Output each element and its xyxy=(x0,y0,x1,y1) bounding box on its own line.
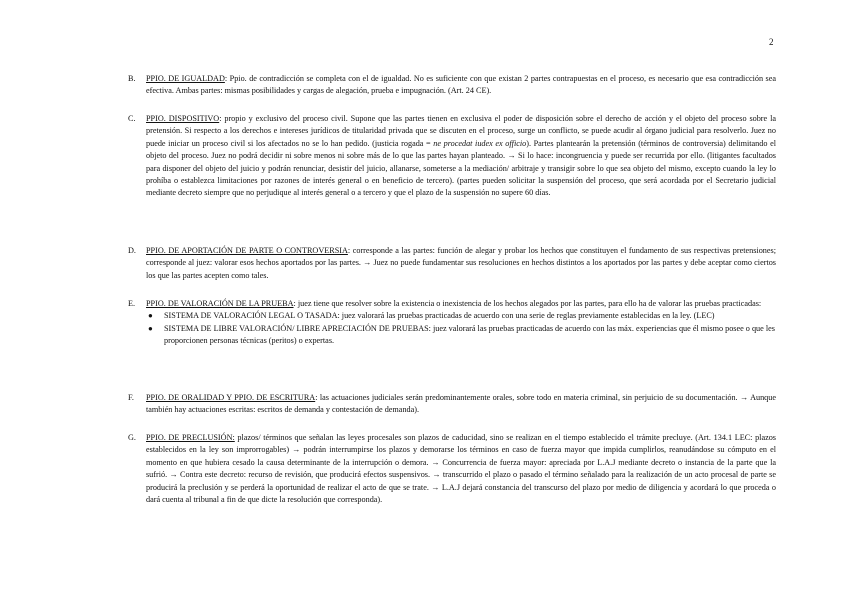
section-title: PPIO. DISPOSITIVO xyxy=(146,114,220,123)
section-title: PPIO. DE APORTACIÓN DE PARTE O CONTROVERSIA xyxy=(146,246,348,255)
section-letter: E. xyxy=(128,299,136,308)
section-text: : propio y exclusivo del proceso civil. Supone que las partes tienen en exclusiva el poder de disposición sobre el derecho de acción y el objeto del proceso sobre la pretensión. Si respecto a los derechos e intereses jurídicos de titularidad privada que se discuten en el proceso, surge un conflicto, se puede acudir al órgano judicial para resolverlo. Juez no puede iniciar un proceso civil si los afectados no se lo han pedido. (justicia rogada = xyxy=(146,114,776,148)
section-text: : Ppio. de contradicción se completa con el de igualdad. No es suficiente con que existan 2 partes contrapuestas en el proceso, es necesario que esa contradicción sea efectiva. Ambas partes: mismas posibilidades y cargas de alegación, prueba e impugnación. (Art. 24 CE). xyxy=(146,74,776,96)
section-oralidad xyxy=(128,392,776,417)
bullet-list xyxy=(128,310,776,347)
section-valoracion xyxy=(128,298,776,348)
section-letter: C. xyxy=(128,114,136,123)
bullet-icon: ● xyxy=(148,311,153,321)
section-title: PPIO. DE ORALIDAD Y PPIO. DE ESCRITURA xyxy=(146,393,316,402)
list-item-text: SISTEMA DE LIBRE VALORACIÓN/ LIBRE APRECIACIÓN DE PRUEBAS: juez valorará las pruebas practicadas de acuerdo con las máx. experiencias que él mismo posee o que les proporcionen personas técnicas (peritos) o expertas. xyxy=(164,323,775,346)
section-text-cont: ). Partes plantearán la pretensión (términos de controversia) delimitando el objeto del proceso. Juez no podrá decidir ni sobre menos ni sobre más de lo que las partes hayan planteado. → Si lo hace: incongruencia y puede ser recurrida por ello. (litigantes facultados para disponer del objeto del juicio y podrán renunciar, desistir del juicio, allanarse, someterse a la mediación/ arbitraje y transigir sobre lo que sea objeto del mismo, excepto cuando la ley lo prohíba o establezca limitaciones por razones de interés general o en beneficio de tercero). (partes pueden solicitar la suspensión del proceso, que será acordada por el Secretario judicial mediante decreto siempre que no perjudique al interés general o a tercero y que el plazo de la suspensión no supere 60 días. xyxy=(146,138,776,198)
list-item xyxy=(148,310,776,322)
list-item xyxy=(148,323,776,348)
section-text: : las actuaciones judiciales serán predominantemente orales, sobre todo en materia criminal, sin perjuicio de su documentación. → Aunque también hay actuaciones escritas: escritos de demanda y contestación de demanda). xyxy=(146,393,776,415)
section-preclusion xyxy=(128,432,776,506)
section-igualdad xyxy=(128,73,776,98)
section-aportacion xyxy=(128,245,776,282)
section-dispositivo xyxy=(128,113,776,200)
section-letter: B. xyxy=(128,74,136,83)
section-title: PPIO. DE VALORACIÓN DE LA PRUEBA xyxy=(146,299,294,308)
section-text: plazos/ términos que señalan las leyes procesales son plazos de caducidad, sino se realizan en el tiempo establecido el trámite precluye. (Art. 134.1 LEC: plazos establecidos en la ley son improrrogables) → podrán interrumpirse los plazos y demorarse los términos en caso de fuerza mayor que impida cumplirlos, reanudándose su cómputo en el momento en que hubiera cesado la causa determinante de la interrupción o demora. → Concurrencia de fuerza mayor: apreciada por L.A.J mediante decreto o instancia de la parte que la sufrió. → Contra este decreto: recurso de revisión, que producirá efectos suspensivos. → transcurrido el plazo o pasado el término señalado para la realización de un acto procesal de parte se producirá la preclusión y se perderá la oportunidad de realizar el acto de que se trate. → L.A.J dejará constancia del transcurso del plazo por medio de diligencia y acordará lo que proceda o dará cuenta al tribunal a fin de que dicte la resolución que corresponda). xyxy=(146,433,776,505)
section-text: : juez tiene que resolver sobre la existencia o inexistencia de los hechos alegados por las partes, para ello ha de valorar las pruebas practicadas: xyxy=(293,299,762,308)
section-title: PPIO. DE PRECLUSIÓN: xyxy=(146,433,235,442)
section-letter: G. xyxy=(128,433,136,442)
section-text-italic: ne procedat iudex ex officio xyxy=(433,138,527,148)
list-item-text: SISTEMA DE VALORACIÓN LEGAL O TASADA: juez valorará las pruebas practicadas de acuerdo con una serie de reglas previamente establecidas en la ley. (LEC) xyxy=(164,311,715,321)
page-number: 2 xyxy=(769,37,774,47)
bullet-icon: ● xyxy=(148,323,153,333)
section-text: : corresponde a las partes: función de alegar y probar los hechos que constituyen el fundamento de sus respectivas pretensiones; corresponde al juez: valorar esos hechos aportados por las partes. → Juez no puede fundamentar sus resoluciones en hechos distintos a los aportados por las partes y debe aceptar como ciertos los que las partes acepten como tales. xyxy=(146,246,776,280)
section-letter: F. xyxy=(128,393,134,402)
section-title: PPIO. DE IGUALDAD xyxy=(146,74,225,83)
section-letter: D. xyxy=(128,246,136,255)
